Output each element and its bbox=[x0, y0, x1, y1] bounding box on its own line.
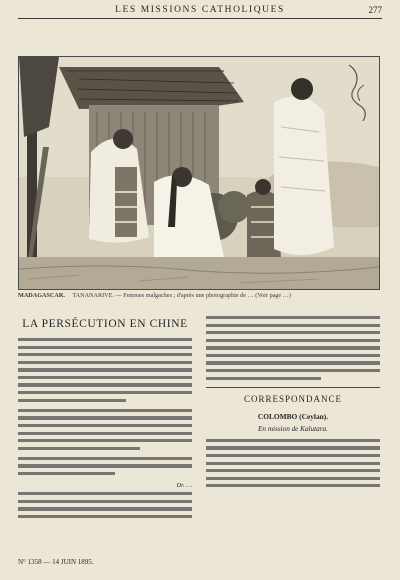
caption-text: TANANARIVE. — Femmes malgaches ; d'après une photographie de … (Voir page …) bbox=[72, 292, 291, 299]
page-number: 277 bbox=[368, 5, 382, 15]
article-heading: LA PERSÉCUTION EN CHINE bbox=[22, 318, 188, 330]
correspondence-place: COLOMBO (Ceylan). bbox=[257, 411, 329, 421]
section-divider bbox=[206, 387, 380, 388]
correspondence-subtitle: En mission de Kalutara. bbox=[258, 424, 328, 433]
article-paragraph-continued bbox=[206, 316, 380, 380]
article-paragraph-2 bbox=[18, 409, 192, 450]
article-paragraph-3 bbox=[18, 457, 192, 475]
left-column bbox=[18, 306, 192, 523]
article-paragraph-1 bbox=[18, 338, 192, 402]
caption-place: MADAGASCAR. bbox=[18, 292, 65, 299]
article-paragraph-4 bbox=[18, 492, 192, 518]
journal-title: LES MISSIONS CATHOLIQUES bbox=[115, 5, 285, 15]
engraving-illustration bbox=[18, 56, 380, 290]
engraving-artwork bbox=[19, 57, 379, 289]
article-signature: Dr. … bbox=[176, 482, 192, 490]
issue-footer: N° 1358 — 14 JUIN 1895. bbox=[18, 558, 94, 566]
right-column bbox=[206, 306, 380, 492]
signature-row bbox=[18, 482, 192, 492]
correspondence-heading: CORRESPONDANCE bbox=[243, 393, 342, 404]
running-header bbox=[18, 4, 382, 19]
correspondence-paragraph bbox=[206, 439, 380, 488]
figure-caption bbox=[18, 292, 380, 300]
